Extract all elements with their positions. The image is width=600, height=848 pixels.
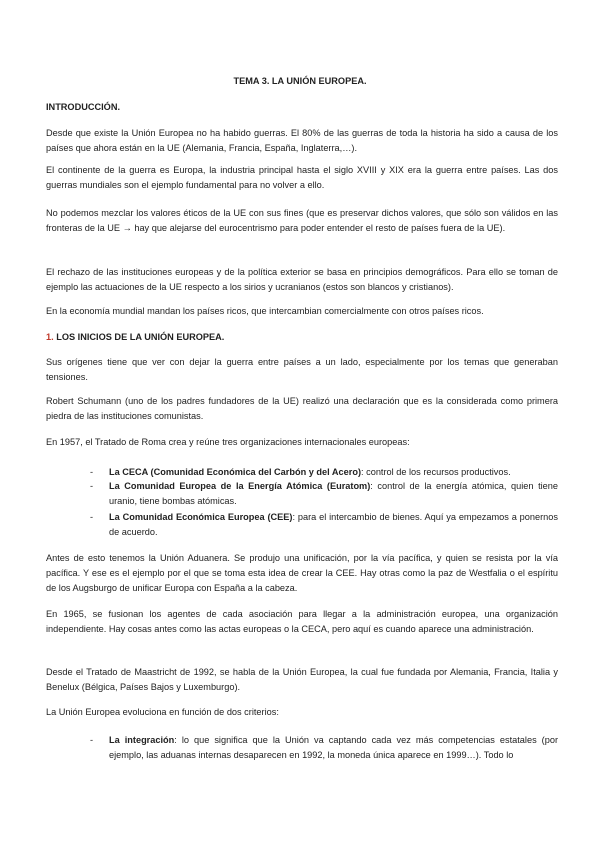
section-1-paragraph-3: En 1957, el Tratado de Roma crea y reúne tres organizaciones internacionales europeas: [46,437,410,447]
section-title: LOS INICIOS DE LA UNIÓN EUROPEA. [56,332,225,342]
org-desc: : para el intercambio de bienes. Aquí ya empezamos a ponernos de acuerdo. [109,512,558,537]
org-list-item-2 [90,479,558,509]
section-number: 1. [46,332,54,342]
intro-paragraph-3: No podemos mezclar los valores éticos de la UE con sus fines (que es preservar dichos valores, que sólo son válidos en las fronteras de la UE → hay que alejarse del eurocentrismo para poder entender el resto de países fuera de la UE). [46,208,558,233]
list-dash: - [90,481,94,491]
org-name: La Comunidad Europea de la Energía Atómica (Euratom) [109,481,371,491]
criteria-desc: : lo que significa que la Unión va captando cada vez más competencias estatales (por ejemplo, las aduanas internas desaparecen en 1992, la moneda única aparece en 1999…). Todo lo [109,735,559,760]
org-name: La Comunidad Económica Europea (CEE) [109,512,293,522]
criteria-name: La integración [109,735,175,745]
org-desc: : control de los recursos productivos. [361,467,511,477]
section-1-paragraph-1: Sus orígenes tiene que ver con dejar la guerra entre países a un lado, especialmente por los temas que generaban tensiones. [46,357,558,382]
section-1-paragraph-5: En 1965, se fusionan los agentes de cada asociación para llegar a la administración europea, una organización independiente. Hay cosas antes como las actas europeas o la CECA, pero aquí es cuando aparece una administración. [46,609,558,634]
list-dash: - [90,467,94,477]
section-1-paragraph-6: Desde el Tratado de Maastricht de 1992, se habla de la Unión Europea, la cual fue fundada por Alemania, Francia, Italia y Benelux (Bélgica, Países Bajos y Luxemburgo). [46,667,558,692]
org-list-item-3 [90,510,558,540]
org-list-item-1 [90,465,558,480]
intro-paragraph-2: El continente de la guerra es Europa, la industria principal hasta el siglo XVIII y XIX era la guerra entre países. Las dos guerras mundiales son el ejemplo fundamental para no volver a ello. [46,165,558,190]
section-1-paragraph-2: Robert Schumann (uno de los padres fundadores de la UE) realizó una declaración que es la considerada como primera piedra de las instituciones comunistas. [46,396,558,421]
document-title: TEMA 3. LA UNIÓN EUROPEA. [233,76,367,86]
intro-paragraph-4: El rechazo de las instituciones europeas y de la política exterior se basa en principios demográficos. Para ello se toman de ejemplo las actuaciones de la UE respecto a los sirios y ucranianos (estos son blancos y cristianos). [46,267,558,292]
org-desc: : control de la energía atómica, quien tiene uranio, tiene bombas atómicas. [109,481,558,506]
list-dash: - [90,512,94,522]
section-1-heading [46,330,224,345]
section-1-paragraph-7: La Unión Europea evoluciona en función de dos criterios: [46,707,279,717]
org-name: La CECA (Comunidad Económica del Carbón y del Acero) [109,467,362,477]
list-dash: - [90,735,94,745]
intro-paragraph-5: En la economía mundial mandan los países ricos, que intercambian comercialmente con otros países ricos. [46,306,484,316]
intro-heading: INTRODUCCIÓN. [46,102,121,112]
section-1-paragraph-4: Antes de esto tenemos la Unión Aduanera. Se produjo una unificación, por la vía pacífica, y quien se resista por la vía pacífica. Y ese es el ejemplo por el que se toma esta idea de crear la CEE. Hay otras como la paz de Westfalia o el espíritu de los Augsburgo de unificar Europa con España a la cabeza. [46,553,558,593]
criteria-list-item-1 [90,733,558,763]
intro-paragraph-1: Desde que existe la Unión Europea no ha habido guerras. El 80% de las guerras de toda la historia ha sido a causa de los países que ahora están en la UE (Alemania, Francia, España, Inglaterra,…). [46,128,558,153]
